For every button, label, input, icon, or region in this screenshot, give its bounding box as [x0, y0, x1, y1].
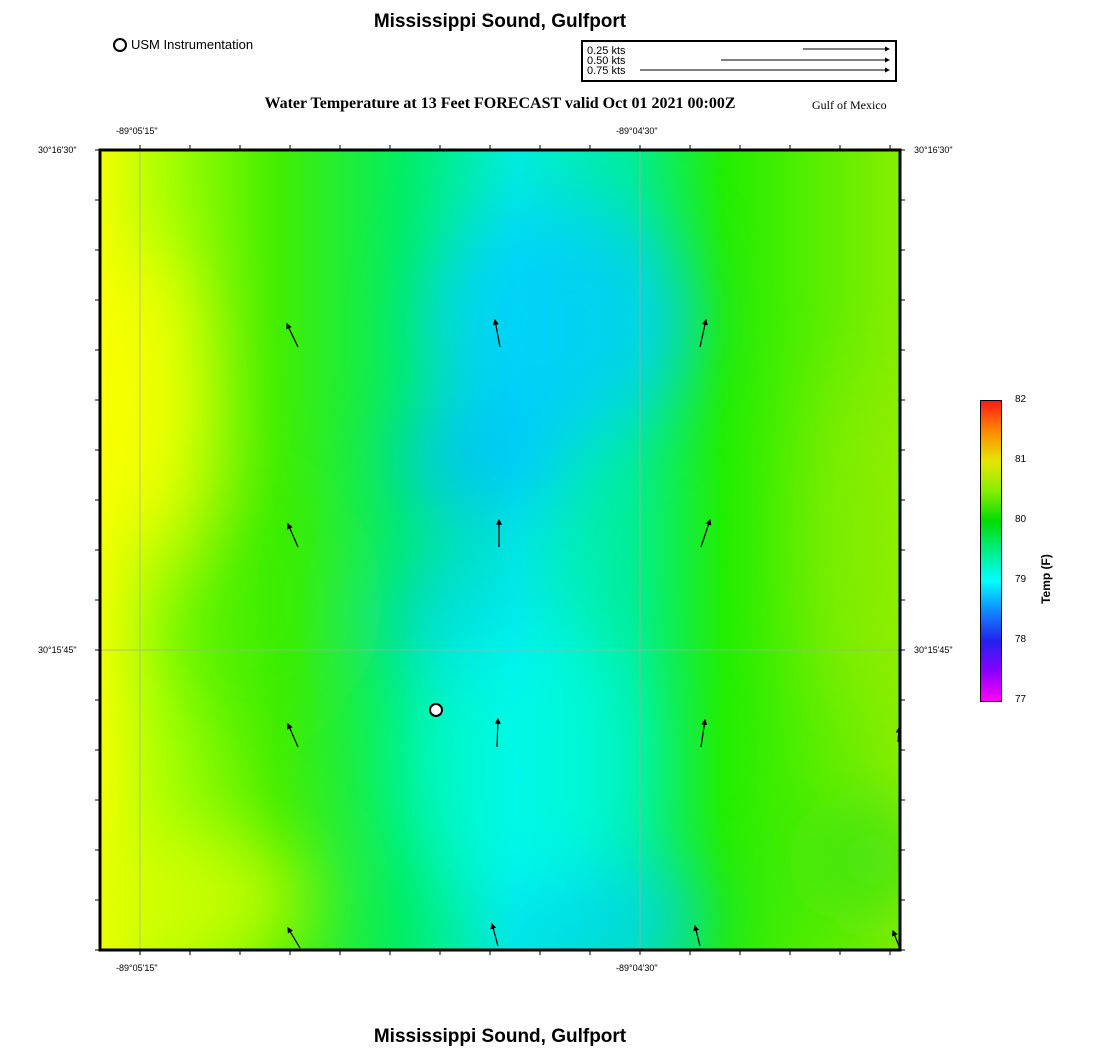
top-lon-label: -89°04'30"	[616, 126, 658, 136]
colorbar-tick-label: 78	[1015, 634, 1027, 645]
legend-vector-arrows	[640, 49, 889, 70]
left-lat-label: 30°15'45"	[38, 645, 77, 655]
vector-scale-label: 0.50 kts	[587, 55, 626, 67]
right-lat-label: 30°15'45"	[914, 645, 953, 655]
map-header-title: Mississippi Sound, Gulfport	[373, 11, 627, 32]
temperature-colorbar	[980, 400, 1002, 702]
vector-scale-label: 0.75 kts	[587, 65, 626, 77]
region-label: Gulf of Mexico	[812, 98, 887, 112]
colorbar-tick-label: 80	[1015, 514, 1027, 525]
bottom-lon-label: -89°04'30"	[616, 963, 658, 973]
bottom-lon-label: -89°05'15"	[116, 963, 158, 973]
colorbar-title: Temp (F)	[1039, 554, 1053, 604]
vector-scale-label: 0.25 kts	[587, 45, 626, 57]
map-footer-title: Mississippi Sound, Gulfport	[373, 1026, 627, 1047]
temperature-field	[70, 150, 930, 980]
left-lat-label: 30°16'30"	[38, 145, 77, 155]
colorbar-tick-label: 82	[1015, 394, 1027, 405]
station-legend-label: USM Instrumentation	[131, 37, 254, 52]
usm-instrumentation-station-icon	[430, 704, 442, 716]
right-lat-label: 30°16'30"	[914, 145, 953, 155]
colorbar-tick-label: 77	[1015, 694, 1027, 705]
forecast-title: Water Temperature at 13 Feet FORECAST valid Oct 01 2021 00:00Z	[264, 95, 736, 112]
colorbar-tick-label: 79	[1015, 574, 1027, 585]
top-lon-label: -89°05'15"	[116, 126, 158, 136]
colorbar-tick-label: 81	[1015, 454, 1027, 465]
